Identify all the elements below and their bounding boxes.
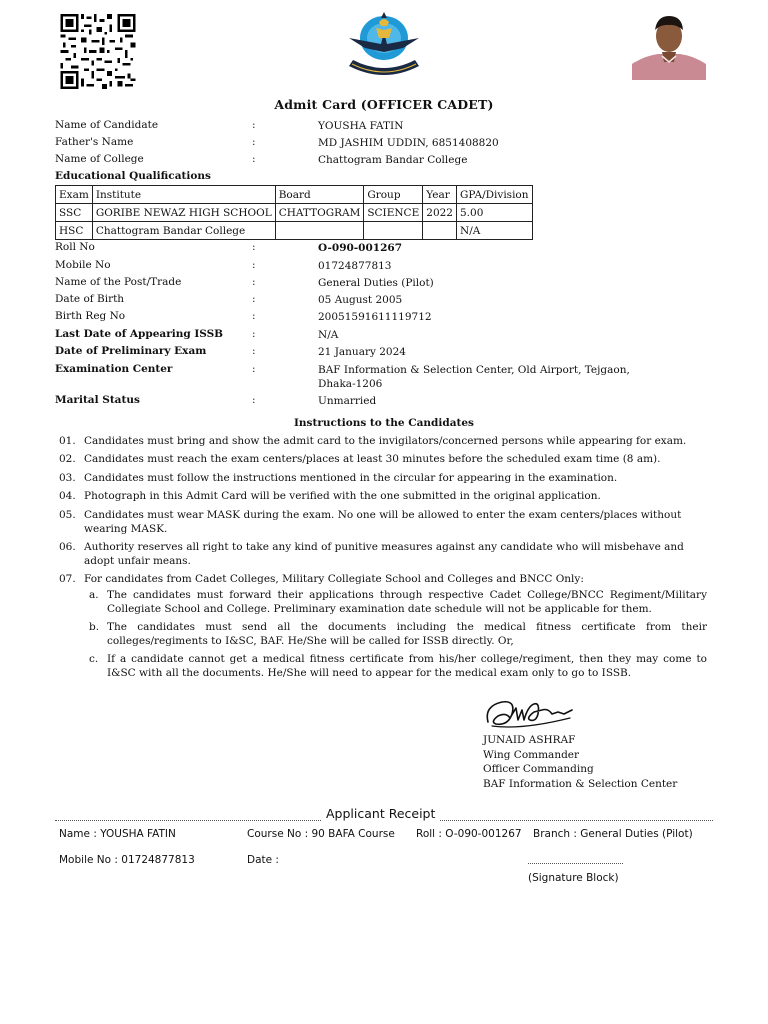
- table-cell: SSC: [56, 204, 93, 222]
- birth-reg-label: Birth Reg No: [55, 310, 126, 322]
- education-heading: [55, 170, 715, 184]
- center-value: BAF Information & Selection Center, Old Airport, Tejgaon, Dhaka-1206: [318, 364, 630, 390]
- instruction-text: Photograph in this Admit Card will be verified with the one submitted in the original application.: [84, 490, 601, 502]
- birth-reg-row: [55, 310, 715, 324]
- receipt-date: Date :: [247, 854, 279, 866]
- marital-row: [55, 394, 715, 408]
- dob-value: 05 August 2005: [318, 294, 403, 306]
- dob-row: [55, 293, 715, 307]
- table-cell: GORIBE NEWAZ HIGH SCHOOL: [92, 204, 275, 222]
- colon-separator: :: [252, 363, 256, 375]
- instruction-subitem: [89, 589, 709, 617]
- signatory-org: BAF Information & Selection Center: [483, 777, 678, 790]
- table-header-cell: Exam: [56, 186, 93, 204]
- roll-value: O-090-001267: [318, 242, 402, 254]
- table-header-cell: GPA/Division: [457, 186, 533, 204]
- colon-separator: :: [252, 276, 256, 288]
- table-header-cell: Institute: [92, 186, 275, 204]
- instruction-number: 03.: [59, 472, 76, 484]
- table-cell: 5.00: [457, 204, 533, 222]
- receipt-name: Name : YOUSHA FATIN: [59, 828, 176, 840]
- instruction-text: Candidates must follow the instructions mentioned in the circular for appearing in the examination.: [84, 472, 618, 484]
- roll-label: Roll No: [55, 241, 95, 253]
- table-row: [56, 222, 533, 240]
- signatory-block: [483, 733, 677, 791]
- instruction-item: [59, 541, 709, 569]
- table-row: [56, 204, 533, 222]
- prelim-value: 21 January 2024: [318, 346, 406, 358]
- colon-separator: :: [252, 328, 256, 340]
- receipt-course: Course No : 90 BAFA Course: [247, 828, 395, 840]
- center-row: [55, 363, 715, 390]
- table-cell: [423, 222, 457, 240]
- table-cell: CHATTOGRAM: [275, 204, 364, 222]
- colon-separator: :: [252, 310, 256, 322]
- father-name-value: MD JASHIM UDDIN, 6851408820: [318, 137, 499, 149]
- instruction-item: [59, 573, 709, 587]
- college-value: Chattogram Bandar College: [318, 154, 468, 166]
- mobile-label: Mobile No: [55, 259, 111, 271]
- colon-separator: :: [252, 293, 256, 305]
- qr-code: [59, 14, 137, 89]
- candidate-photo: [632, 12, 706, 80]
- instruction-item: [59, 435, 709, 449]
- subitem-text: The candidates must send all the documents including the medical fitness certificate from their colleges/regiments to I&SC, BAF. He/She will be called for ISSB directly. Or,: [107, 621, 707, 647]
- dob-label: Date of Birth: [55, 293, 125, 305]
- instruction-number: 04.: [59, 490, 76, 502]
- post-label: Name of the Post/Trade: [55, 276, 182, 288]
- post-value: General Duties (Pilot): [318, 277, 434, 289]
- page-title: Admit Card (OFFICER CADET): [274, 97, 494, 112]
- marital-label: Marital Status: [55, 394, 140, 406]
- issb-row: [55, 328, 715, 342]
- subitem-letter: b.: [89, 621, 100, 633]
- table-cell: [364, 222, 423, 240]
- receipt-branch: Branch : General Duties (Pilot): [533, 828, 693, 840]
- instructions-title: Instructions to the Candidates: [294, 417, 474, 429]
- instruction-text: Candidates must wear MASK during the exam. No one will be allowed to enter the exam centers/places without wearing MASK.: [84, 509, 682, 535]
- father-name-row: [55, 136, 715, 150]
- education-heading-label: Educational Qualifications: [55, 170, 211, 182]
- instruction-number: 07.: [59, 573, 76, 585]
- instruction-number: 02.: [59, 453, 76, 465]
- table-header-row: [56, 186, 533, 204]
- subitem-text: If a candidate cannot get a medical fitness certificate from his/her college/regiment, then they may come to I&SC with all the documents. He/She will need to appear for the medical exam only to go to ISSB.: [107, 653, 707, 679]
- instruction-text: Authority reserves all right to take any kind of punitive measures against any candidate who will misbehave and adopt unfair means.: [84, 541, 684, 567]
- subitem-letter: a.: [89, 589, 99, 601]
- father-name-label: Father's Name: [55, 136, 134, 148]
- education-table: [55, 185, 533, 240]
- instruction-item: [59, 453, 709, 467]
- signature-image: [482, 692, 580, 732]
- colon-separator: :: [252, 259, 256, 271]
- instruction-number: 05.: [59, 509, 76, 521]
- table-cell: SCIENCE: [364, 204, 423, 222]
- issb-label: Last Date of Appearing ISSB: [55, 328, 224, 340]
- table-cell: 2022: [423, 204, 457, 222]
- signatory-role: Officer Commanding: [483, 763, 594, 775]
- candidate-name-value: YOUSHA FATIN: [318, 120, 404, 132]
- colon-separator: :: [252, 119, 256, 131]
- colon-separator: :: [252, 136, 256, 148]
- colon-separator: :: [252, 153, 256, 165]
- subitem-text: The candidates must forward their applications through respective Cadet College/BNCC Regiment/Military Collegiate School and College. Preliminary examination date schedule will not be applicable for them.: [107, 589, 707, 615]
- candidate-name-row: [55, 119, 715, 133]
- signatory-name: JUNAID ASHRAF: [483, 734, 576, 746]
- issb-value: N/A: [318, 329, 339, 341]
- signature-line: [528, 863, 623, 864]
- table-cell: [275, 222, 364, 240]
- birth-reg-value: 20051591611119712: [318, 311, 432, 323]
- college-label: Name of College: [55, 153, 144, 165]
- receipt-mobile: Mobile No : 01724877813: [59, 854, 195, 866]
- instruction-text: For candidates from Cadet Colleges, Military Collegiate School and Colleges and BNCC Only:: [84, 573, 584, 585]
- instruction-subitem: [89, 621, 709, 649]
- center-label: Examination Center: [55, 363, 173, 375]
- roll-row: [55, 241, 715, 255]
- colon-separator: :: [252, 394, 256, 406]
- college-row: [55, 153, 715, 167]
- candidate-name-label: Name of Candidate: [55, 119, 159, 131]
- instruction-number: 06.: [59, 541, 76, 553]
- colon-separator: :: [252, 345, 256, 357]
- instruction-text: Candidates must bring and show the admit card to the invigilators/concerned persons while appearing for exam.: [84, 435, 687, 447]
- air-force-emblem-icon: [343, 8, 425, 82]
- table-cell: HSC: [56, 222, 93, 240]
- table-header-cell: Group: [364, 186, 423, 204]
- table-header-cell: Board: [275, 186, 364, 204]
- marital-value: Unmarried: [318, 395, 377, 407]
- instruction-item: [59, 490, 709, 504]
- table-header-cell: Year: [423, 186, 457, 204]
- instruction-number: 01.: [59, 435, 76, 447]
- mobile-value: 01724877813: [318, 260, 392, 272]
- instruction-item: [59, 472, 709, 486]
- post-row: [55, 276, 715, 290]
- table-cell: Chattogram Bandar College: [92, 222, 275, 240]
- prelim-row: [55, 345, 715, 359]
- instruction-item: [59, 509, 709, 537]
- instruction-subitem: [89, 653, 709, 681]
- signatory-rank: Wing Commander: [483, 748, 580, 761]
- signature-block-label: (Signature Block): [528, 872, 619, 884]
- instruction-text: Candidates must reach the exam centers/places at least 30 minutes before the scheduled exam time (8 am).: [84, 453, 661, 465]
- table-cell: N/A: [457, 222, 533, 240]
- receipt-roll: Roll : O-090-001267: [416, 828, 522, 840]
- mobile-row: [55, 259, 715, 273]
- prelim-label: Date of Preliminary Exam: [55, 345, 207, 357]
- colon-separator: :: [252, 241, 256, 253]
- receipt-title: Applicant Receipt: [322, 806, 439, 821]
- subitem-letter: c.: [89, 653, 99, 665]
